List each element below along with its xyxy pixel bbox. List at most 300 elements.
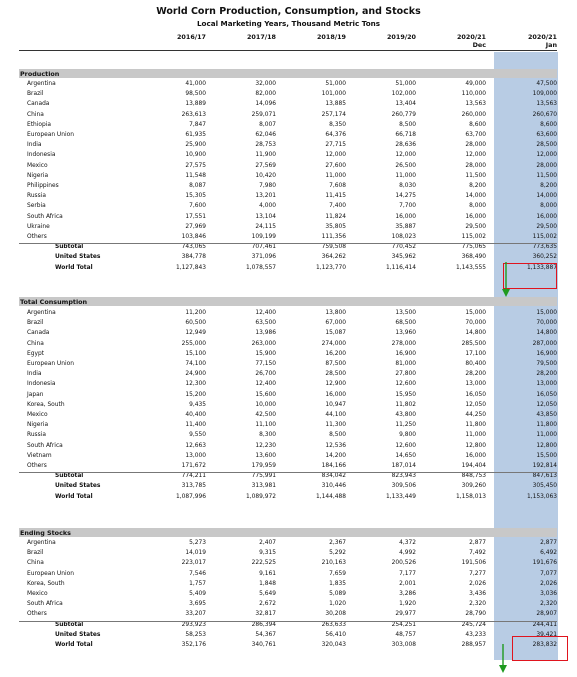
table-cell: 4,000 [259, 203, 276, 210]
table-cell: 12,400 [255, 381, 276, 388]
header-rule [19, 50, 557, 51]
table-cell: 102,000 [391, 91, 416, 98]
table-cell: 115,002 [461, 234, 486, 240]
annotation-box-stocks [512, 636, 568, 661]
table-cell: 33,207 [185, 611, 206, 618]
table-cell: 8,007 [259, 121, 276, 128]
table-cell: 1,133,449 [386, 493, 416, 500]
table-cell: 191,506 [461, 560, 486, 567]
table-cell: 29,500 [465, 223, 486, 230]
table-cell: 42,500 [255, 412, 276, 418]
table-row [0, 350, 577, 359]
table-cell: 1,158,013 [456, 493, 486, 500]
table-cell: 340,761 [251, 642, 276, 648]
table-cell: 313,785 [181, 483, 206, 490]
row-label: Others [27, 611, 47, 618]
table-cell: 14,800 [465, 330, 486, 337]
table-cell: 4,372 [399, 540, 416, 546]
table-cell: 352,176 [181, 642, 206, 648]
table-cell: 2,026 [540, 580, 557, 587]
table-cell: 3,695 [189, 601, 206, 608]
table-cell: 82,000 [255, 91, 276, 98]
row-label: Nigeria [27, 172, 49, 179]
column-header-year: 2020/21 [527, 33, 557, 41]
table-cell: 384,778 [181, 254, 206, 261]
table-row [0, 442, 577, 451]
table-cell: 8,200 [540, 183, 557, 189]
table-cell: 13,563 [465, 101, 486, 108]
table-cell: 16,000 [465, 452, 486, 459]
table-cell: 2,001 [399, 580, 416, 587]
row-label: Russia [27, 432, 46, 439]
table-cell: 2,672 [259, 601, 276, 608]
table-cell: 12,400 [255, 310, 276, 316]
table-cell: 10,900 [185, 152, 206, 159]
table-cell: 1,127,843 [176, 264, 206, 271]
table-row [0, 631, 577, 640]
row-label: India [27, 371, 42, 378]
row-label: Argentina [27, 540, 56, 546]
table-cell: 12,000 [465, 152, 486, 159]
table-cell: 3,036 [540, 591, 557, 597]
section-title: Ending Stocks [20, 528, 71, 537]
table-cell: 773,635 [532, 244, 557, 251]
table-cell: 16,000 [325, 391, 346, 398]
table-cell: 13,986 [255, 330, 276, 337]
table-cell: 12,050 [536, 401, 557, 408]
table-cell: 9,550 [189, 432, 206, 439]
table-cell: 16,200 [325, 350, 346, 357]
table-cell: 12,536 [325, 442, 346, 449]
column-header [146, 34, 206, 49]
row-label: Korea, South [27, 580, 65, 587]
table-cell: 12,000 [536, 152, 557, 159]
table-cell: 11,000 [395, 172, 416, 179]
table-cell: 87,500 [325, 361, 346, 367]
table-cell: 109,000 [532, 91, 557, 98]
table-row [0, 421, 577, 430]
column-header-month [216, 42, 276, 50]
table-row [0, 580, 577, 589]
table-cell: 305,450 [532, 483, 557, 490]
table-cell: 8,000 [540, 203, 557, 210]
table-cell: 15,100 [185, 350, 206, 357]
table-cell: 11,250 [395, 422, 416, 429]
table-cell: 16,900 [536, 350, 557, 357]
table-cell: 48,757 [395, 631, 416, 638]
table-cell: 8,030 [399, 183, 416, 189]
table-cell: 4,992 [399, 550, 416, 557]
row-label: Argentina [27, 81, 56, 87]
table-cell: 28,000 [465, 142, 486, 149]
table-cell: 11,900 [255, 152, 276, 159]
table-cell: 309,506 [391, 483, 416, 490]
table-cell: 103,846 [181, 234, 206, 240]
table-cell: 12,600 [395, 381, 416, 388]
table-cell: 7,277 [469, 570, 486, 577]
table-cell: 179,959 [251, 463, 276, 469]
down-arrow-icon [497, 644, 509, 674]
table-cell: 12,300 [185, 381, 206, 388]
table-cell: 15,900 [255, 350, 276, 357]
table-row [0, 462, 577, 471]
table-cell: 111,356 [321, 234, 346, 240]
row-label: Vietnam [27, 452, 52, 459]
table-cell: 56,410 [325, 631, 346, 638]
page-title: World Corn Production, Consumption, and Stocks [156, 6, 421, 17]
table-row [0, 319, 577, 328]
row-label: United States [55, 483, 101, 490]
table-cell: 13,404 [395, 101, 416, 108]
table-cell: 223,017 [181, 560, 206, 567]
table-cell: 285,500 [461, 340, 486, 347]
table-cell: 63,700 [465, 132, 486, 138]
table-cell: 2,407 [259, 540, 276, 546]
table-cell: 24,115 [255, 223, 276, 230]
table-row [0, 151, 577, 160]
row-label: China [27, 560, 44, 567]
table-cell: 10,420 [255, 172, 276, 179]
table-cell: 10,947 [325, 401, 346, 408]
table-cell: 11,548 [185, 172, 206, 179]
table-cell: 2,367 [329, 540, 346, 546]
table-cell: 13,500 [395, 310, 416, 316]
column-header [286, 34, 346, 49]
table-cell: 759,508 [321, 244, 346, 251]
table-cell: 64,376 [325, 132, 346, 138]
table-cell: 245,724 [461, 621, 486, 628]
table-cell: 62,046 [255, 132, 276, 138]
row-label: China [27, 340, 44, 347]
table-cell: 12,000 [325, 152, 346, 159]
row-label: South Africa [27, 213, 63, 220]
table-cell: 3,286 [399, 591, 416, 597]
table-cell: 81,000 [395, 361, 416, 367]
table-cell: 28,753 [255, 142, 276, 149]
table-cell: 51,000 [325, 81, 346, 87]
table-cell: 13,000 [465, 381, 486, 388]
table-cell: 368,490 [461, 254, 486, 261]
table-cell: 257,174 [321, 111, 346, 118]
table-cell: 16,000 [536, 213, 557, 220]
table-cell: 184,166 [321, 463, 346, 469]
table-cell: 15,500 [536, 452, 557, 459]
table-cell: 14,275 [395, 193, 416, 200]
table-cell: 187,014 [391, 463, 416, 469]
row-label: Indonesia [27, 152, 56, 159]
table-cell: 41,000 [185, 81, 206, 87]
table-cell: 79,500 [536, 361, 557, 367]
table-row [0, 431, 577, 440]
table-cell: 28,790 [465, 611, 486, 618]
table-row [0, 600, 577, 609]
table-cell: 263,000 [251, 340, 276, 347]
table-cell: 27,575 [185, 162, 206, 169]
table-cell: 28,000 [465, 162, 486, 169]
table-cell: 371,096 [251, 254, 276, 261]
table-cell: 286,394 [251, 621, 276, 628]
table-cell: 260,670 [532, 111, 557, 118]
row-label: Argentina [27, 310, 56, 316]
table-cell: 775,065 [461, 244, 486, 251]
table-cell: 7,600 [189, 203, 206, 210]
table-row [0, 264, 577, 273]
table-cell: 8,600 [540, 121, 557, 128]
table-cell: 101,000 [321, 91, 346, 98]
table-cell: 848,753 [461, 473, 486, 480]
table-row [0, 100, 577, 109]
table-cell: 29,500 [536, 223, 557, 230]
table-cell: 5,089 [329, 591, 346, 597]
table-cell: 28,636 [395, 142, 416, 149]
table-cell: 263,613 [181, 111, 206, 118]
table-row [0, 621, 577, 630]
table-cell: 15,000 [536, 310, 557, 316]
table-cell: 115,002 [532, 234, 557, 240]
table-row [0, 172, 577, 181]
table-cell: 13,885 [325, 101, 346, 108]
table-cell: 11,000 [536, 432, 557, 439]
row-label: Nigeria [27, 422, 49, 429]
table-cell: 7,608 [329, 183, 346, 189]
table-cell: 8,000 [469, 203, 486, 210]
table-cell: 5,409 [189, 591, 206, 597]
table-cell: 98,500 [185, 91, 206, 98]
row-label: South Africa [27, 442, 63, 449]
table-cell: 11,800 [536, 422, 557, 429]
table-cell: 68,500 [395, 320, 416, 327]
table-cell: 16,000 [395, 213, 416, 220]
table-cell: 110,000 [461, 91, 486, 98]
table-cell: 192,814 [532, 463, 557, 469]
table-cell: 770,452 [391, 244, 416, 251]
table-cell: 1,757 [189, 580, 206, 587]
table-cell: 15,000 [465, 310, 486, 316]
table-row [0, 549, 577, 558]
row-label: Canada [27, 101, 50, 108]
table-cell: 15,950 [395, 391, 416, 398]
table-cell: 43,800 [395, 412, 416, 418]
column-header-year: 2020/21 [456, 33, 486, 41]
table-cell: 309,260 [461, 483, 486, 490]
row-label: Subtotal [55, 621, 84, 628]
table-cell: 14,000 [536, 193, 557, 200]
row-label: Canada [27, 330, 50, 337]
row-label: Brazil [27, 550, 44, 557]
table-cell: 16,050 [536, 391, 557, 398]
table-cell: 8,350 [329, 121, 346, 128]
table-cell: 29,977 [395, 611, 416, 618]
table-cell: 11,415 [325, 193, 346, 200]
table-row [0, 570, 577, 579]
table-row [0, 472, 577, 481]
table-cell: 743,065 [181, 244, 206, 251]
table-cell: 14,800 [536, 330, 557, 337]
table-cell: 43,233 [465, 631, 486, 638]
table-row [0, 243, 577, 252]
column-header [426, 34, 486, 49]
table-cell: 1,133,887 [527, 264, 557, 271]
table-cell: 260,779 [391, 111, 416, 118]
table-cell: 2,320 [469, 601, 486, 608]
table-cell: 8,500 [329, 432, 346, 439]
table-cell: 27,969 [185, 223, 206, 230]
table-cell: 1,089,972 [246, 493, 276, 500]
table-row [0, 482, 577, 491]
table-cell: 17,100 [465, 350, 486, 357]
table-cell: 11,802 [395, 401, 416, 408]
table-cell: 44,100 [325, 412, 346, 418]
table-row [0, 121, 577, 130]
table-cell: 30,208 [325, 611, 346, 618]
table-cell: 254,251 [391, 621, 416, 628]
table-cell: 707,461 [251, 244, 276, 251]
table-cell: 108,023 [391, 234, 416, 240]
table-cell: 28,500 [536, 142, 557, 149]
table-row [0, 223, 577, 232]
row-label: United States [55, 631, 101, 638]
table-cell: 5,292 [329, 550, 346, 557]
column-header-month [146, 42, 206, 50]
table-cell: 13,201 [255, 193, 276, 200]
table-cell: 27,800 [395, 371, 416, 378]
table-cell: 775,991 [251, 473, 276, 480]
down-arrow-icon [500, 262, 512, 298]
table-cell: 28,500 [325, 371, 346, 378]
table-cell: 260,000 [461, 111, 486, 118]
table-row [0, 452, 577, 461]
table-cell: 32,817 [255, 611, 276, 618]
row-label: World Total [55, 642, 93, 648]
table-row [0, 253, 577, 262]
table-cell: 16,900 [395, 350, 416, 357]
table-row [0, 610, 577, 619]
table-cell: 9,435 [189, 401, 206, 408]
table-cell: 11,000 [325, 172, 346, 179]
table-cell: 12,230 [255, 442, 276, 449]
table-cell: 11,200 [185, 310, 206, 316]
table-cell: 360,252 [532, 254, 557, 261]
table-cell: 8,600 [469, 121, 486, 128]
table-cell: 7,077 [540, 570, 557, 577]
table-cell: 278,000 [391, 340, 416, 347]
table-cell: 1,143,555 [456, 264, 486, 271]
table-cell: 12,800 [465, 442, 486, 449]
table-cell: 16,000 [465, 213, 486, 220]
subtotal-rule [19, 621, 557, 622]
table-cell: 14,019 [185, 550, 206, 557]
table-cell: 58,253 [185, 631, 206, 638]
table-cell: 10,000 [255, 401, 276, 408]
section-header [19, 528, 557, 537]
table-cell: 7,492 [469, 550, 486, 557]
table-cell: 11,400 [185, 422, 206, 429]
table-cell: 11,000 [465, 432, 486, 439]
row-label: Brazil [27, 91, 44, 98]
table-cell: 11,800 [465, 422, 486, 429]
table-cell: 17,551 [185, 213, 206, 220]
table-cell: 15,200 [185, 391, 206, 398]
table-cell: 7,400 [329, 203, 346, 210]
table-cell: 12,949 [185, 330, 206, 337]
table-row [0, 380, 577, 389]
table-row [0, 539, 577, 548]
table-cell: 2,877 [469, 540, 486, 546]
table-cell: 8,087 [189, 183, 206, 189]
table-cell: 24,900 [185, 371, 206, 378]
table-cell: 15,087 [325, 330, 346, 337]
table-cell: 66,718 [395, 132, 416, 138]
section-title: Production [20, 69, 60, 78]
table-cell: 11,100 [255, 422, 276, 429]
row-label: China [27, 111, 44, 118]
table-cell: 274,000 [321, 340, 346, 347]
column-header [356, 34, 416, 49]
table-row [0, 370, 577, 379]
table-cell: 2,320 [540, 601, 557, 608]
row-label: European Union [27, 570, 74, 577]
table-cell: 28,907 [536, 611, 557, 618]
table-cell: 25,900 [185, 142, 206, 149]
column-header-year: 2016/17 [176, 33, 206, 41]
row-label: World Total [55, 264, 93, 271]
row-label: Mexico [27, 591, 48, 597]
table-cell: 1,848 [259, 580, 276, 587]
table-cell: 60,500 [185, 320, 206, 327]
table-cell: 11,300 [325, 422, 346, 429]
table-cell: 1,078,557 [246, 264, 276, 271]
table-cell: 191,676 [532, 560, 557, 567]
table-cell: 14,200 [325, 452, 346, 459]
row-label: Others [27, 234, 47, 240]
table-cell: 28,200 [465, 371, 486, 378]
table-cell: 847,613 [532, 473, 557, 480]
table-row [0, 329, 577, 338]
table-cell: 364,262 [321, 254, 346, 261]
table-cell: 7,847 [189, 121, 206, 128]
table-cell: 222,525 [251, 560, 276, 567]
table-row [0, 391, 577, 400]
table-row [0, 493, 577, 502]
table-cell: 63,500 [255, 320, 276, 327]
table-row [0, 192, 577, 201]
table-cell: 35,887 [395, 223, 416, 230]
table-cell: 11,824 [325, 213, 346, 220]
table-cell: 49,000 [465, 81, 486, 87]
table-cell: 13,563 [536, 101, 557, 108]
table-cell: 43,850 [536, 412, 557, 418]
table-cell: 313,981 [251, 483, 276, 490]
row-label: Subtotal [55, 244, 84, 251]
table-cell: 9,315 [259, 550, 276, 557]
table-cell: 16,050 [465, 391, 486, 398]
page-subtitle: Local Marketing Years, Thousand Metric Tons [196, 19, 381, 28]
table-cell: 1,835 [329, 580, 346, 587]
table-cell: 13,000 [536, 381, 557, 388]
table-cell: 35,805 [325, 223, 346, 230]
table-row [0, 411, 577, 420]
table-cell: 2,026 [469, 580, 486, 587]
table-row [0, 141, 577, 150]
table-cell: 77,150 [255, 361, 276, 367]
table-cell: 74,100 [185, 361, 206, 367]
table-cell: 54,367 [255, 631, 276, 638]
row-label: Korea, South [27, 401, 65, 408]
table-cell: 303,008 [391, 642, 416, 648]
section-header [19, 69, 557, 78]
column-header-year: 2019/20 [386, 33, 416, 41]
table-cell: 1,020 [329, 601, 346, 608]
